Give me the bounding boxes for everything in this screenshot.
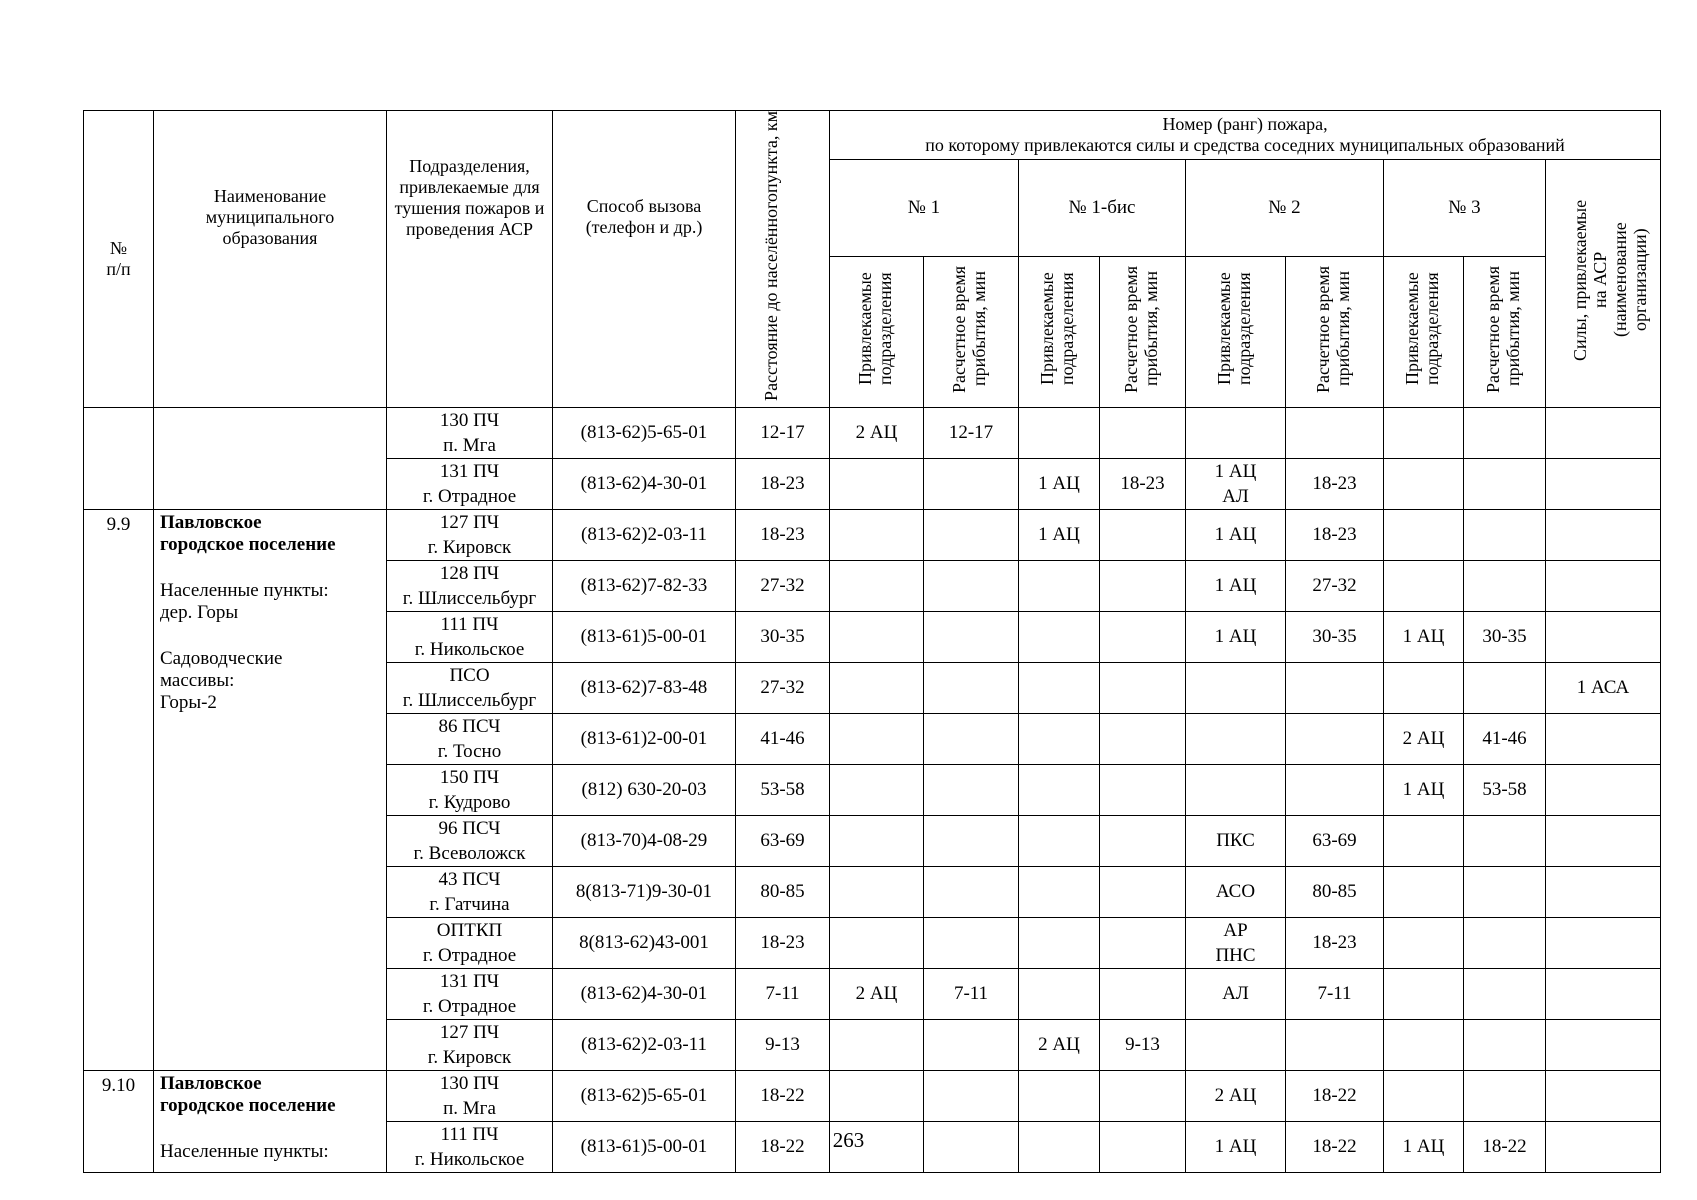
rank3-units-cell	[1384, 407, 1464, 458]
header-number: № п/п	[84, 111, 154, 408]
rank1bis-units-cell	[1019, 713, 1100, 764]
distance-cell: 7-11	[736, 968, 830, 1019]
rank1-time-cell	[924, 917, 1019, 968]
rank1bis-time-cell	[1100, 611, 1186, 662]
unit-line: 111 ПЧ	[440, 1123, 499, 1145]
settlement-line: Горы-2	[160, 691, 217, 713]
rank1bis-units-cell	[1019, 407, 1100, 458]
distance-cell: 18-23	[736, 458, 830, 509]
rank1-time-cell	[924, 713, 1019, 764]
asr-forces-cell: 1 АСА	[1546, 662, 1661, 713]
header-municipality: Наименование муниципального образования	[154, 111, 387, 408]
unit-cell	[387, 815, 553, 866]
rank2-time-cell: 18-23	[1286, 509, 1384, 560]
unit-line: г. Гатчина	[429, 893, 510, 915]
rank1bis-units-cell: 1 АЦ	[1019, 458, 1100, 509]
call-method-cell: (813-61)2-00-01	[553, 713, 736, 764]
rank3-units-cell	[1384, 560, 1464, 611]
asr-forces-cell	[1546, 560, 1661, 611]
rank2-units-cell	[1186, 611, 1286, 662]
unit-line: 43 ПСЧ	[438, 868, 501, 890]
call-method-cell: (813-61)5-00-01	[553, 1121, 736, 1172]
row-number: 9.9	[84, 509, 154, 1070]
rank2-time-cell: 18-22	[1286, 1070, 1384, 1121]
rank1bis-time-cell	[1100, 713, 1186, 764]
unit-line: г. Всеволожск	[413, 842, 526, 864]
header-r3-time: Расчетное время прибытия, мин	[1464, 256, 1546, 407]
rank1bis-units-cell	[1019, 866, 1100, 917]
unit-cell	[387, 917, 553, 968]
unit-line: г. Шлиссельбург	[402, 689, 537, 711]
unit-line: г. Отрадное	[422, 485, 517, 507]
rank3-units-cell: 1 АЦ	[1384, 764, 1464, 815]
rank1bis-units-cell: 1 АЦ	[1019, 509, 1100, 560]
rank2-time-cell: 7-11	[1286, 968, 1384, 1019]
unit-cell	[387, 713, 553, 764]
header-r3-units: Привлекаемые подразделения	[1384, 256, 1464, 407]
rank2-units-cell	[1186, 917, 1286, 968]
distance-cell: 18-22	[736, 1070, 830, 1121]
rank1-time-cell: 12-17	[924, 407, 1019, 458]
rank1bis-units-cell	[1019, 662, 1100, 713]
unit-line: г. Тосно	[437, 740, 502, 762]
rank1-units-cell	[830, 509, 924, 560]
spacer	[160, 624, 380, 648]
header-r1-units: Привлекаемые подразделения	[830, 256, 924, 407]
unit-line: 128 ПЧ	[439, 562, 500, 584]
rank3-time-cell	[1464, 917, 1546, 968]
distance-cell: 30-35	[736, 611, 830, 662]
rank1-units-cell: 2 АЦ	[830, 968, 924, 1019]
rank3-time-cell	[1464, 1070, 1546, 1121]
rank1bis-time-cell	[1100, 764, 1186, 815]
rank1-time-cell	[924, 662, 1019, 713]
rank1bis-units-cell: 2 АЦ	[1019, 1019, 1100, 1070]
unit-line: 130 ПЧ	[439, 1072, 500, 1094]
rank1bis-time-cell	[1100, 815, 1186, 866]
rank1-time-cell	[924, 1019, 1019, 1070]
rank2-unit-line: АСО	[1215, 881, 1256, 903]
rank2-time-cell: 30-35	[1286, 611, 1384, 662]
rank2-units-cell	[1186, 407, 1286, 458]
rank1bis-time-cell	[1100, 968, 1186, 1019]
rank2-time-cell: 80-85	[1286, 866, 1384, 917]
distance-cell: 27-32	[736, 662, 830, 713]
settlement-line: Населенные пункты:	[160, 579, 329, 601]
rank2-unit-line: 1 АЦ	[1214, 1136, 1257, 1158]
rank3-time-cell	[1464, 1019, 1546, 1070]
rank1-units-cell	[830, 662, 924, 713]
rank1-time-cell	[924, 560, 1019, 611]
asr-forces-cell	[1546, 866, 1661, 917]
call-method-cell: (813-61)5-00-01	[553, 611, 736, 662]
header-rank-1: № 1	[830, 160, 1019, 257]
rank3-time-cell	[1464, 509, 1546, 560]
rank2-time-cell: 18-22	[1286, 1121, 1384, 1172]
rank3-time-cell	[1464, 866, 1546, 917]
rank2-units-cell	[1186, 458, 1286, 509]
unit-line: п. Мга	[443, 1097, 496, 1119]
rank1-units-cell	[830, 458, 924, 509]
rank1-units-cell	[830, 815, 924, 866]
rank3-time-cell: 18-22	[1464, 1121, 1546, 1172]
header-units: Подразделения, привлекаемые для тушения пожаров и проведения АСР	[387, 111, 553, 408]
rank3-units-cell	[1384, 458, 1464, 509]
call-method-cell: (813-62)4-30-01	[553, 968, 736, 1019]
unit-line: г. Шлиссельбург	[402, 587, 537, 609]
rank3-units-cell	[1384, 968, 1464, 1019]
rank2-units-cell	[1186, 509, 1286, 560]
rank2-units-cell	[1186, 968, 1286, 1019]
rank2-unit-line: 1 АЦ	[1214, 575, 1257, 597]
unit-line: 111 ПЧ	[440, 613, 499, 635]
unit-line: 131 ПЧ	[439, 460, 500, 482]
distance-cell: 27-32	[736, 560, 830, 611]
rank2-time-cell: 18-23	[1286, 917, 1384, 968]
unit-cell	[387, 611, 553, 662]
rank2-time-cell	[1286, 713, 1384, 764]
unit-line: г. Кировск	[427, 1046, 512, 1068]
rank1-time-cell	[924, 458, 1019, 509]
fire-forces-table	[83, 110, 1661, 1173]
call-method-cell: (813-62)5-65-01	[553, 1070, 736, 1121]
page-number: 263	[832, 1128, 865, 1152]
rank2-units-cell	[1186, 1019, 1286, 1070]
unit-line: 96 ПСЧ	[438, 817, 501, 839]
rank3-units-cell	[1384, 662, 1464, 713]
distance-cell: 18-22	[736, 1121, 830, 1172]
rank2-unit-line: АР	[1223, 919, 1248, 941]
rank3-time-cell: 30-35	[1464, 611, 1546, 662]
rank1-time-cell	[924, 815, 1019, 866]
rank3-units-cell	[1384, 917, 1464, 968]
rank3-time-cell	[1464, 407, 1546, 458]
rank1-units-cell: 2 АЦ	[830, 407, 924, 458]
rank1bis-time-cell	[1100, 1070, 1186, 1121]
rank1bis-time-cell: 9-13	[1100, 1019, 1186, 1070]
rank2-units-cell	[1186, 866, 1286, 917]
asr-forces-cell	[1546, 1070, 1661, 1121]
header-r2-units: Привлекаемые подразделения	[1186, 256, 1286, 407]
table-row	[84, 1070, 1661, 1121]
unit-line: г. Никольское	[414, 1148, 525, 1170]
unit-line: ПСО	[449, 664, 490, 686]
unit-line: 150 ПЧ	[439, 766, 500, 788]
rank1-units-cell	[830, 764, 924, 815]
settlement-line: Садоводческие	[160, 647, 283, 669]
rank2-time-cell: 18-23	[1286, 458, 1384, 509]
distance-cell: 12-17	[736, 407, 830, 458]
call-method-cell: (813-62)2-03-11	[553, 509, 736, 560]
rank3-units-cell	[1384, 1019, 1464, 1070]
rank2-time-cell: 27-32	[1286, 560, 1384, 611]
rank1-time-cell	[924, 611, 1019, 662]
rank1-units-cell	[830, 1019, 924, 1070]
unit-cell	[387, 968, 553, 1019]
municipality-name	[154, 509, 387, 1070]
unit-line: г. Отрадное	[422, 995, 517, 1017]
unit-cell	[387, 509, 553, 560]
rank2-units-cell	[1186, 662, 1286, 713]
call-method-cell: 8(813-71)9-30-01	[553, 866, 736, 917]
document-sheet	[83, 110, 1661, 1173]
rank3-units-cell: 1 АЦ	[1384, 611, 1464, 662]
distance-cell: 63-69	[736, 815, 830, 866]
unit-line: ОПТКП	[436, 919, 503, 941]
settlement-line: массивы:	[160, 669, 235, 691]
rank1bis-time-cell	[1100, 509, 1186, 560]
rank3-units-cell	[1384, 815, 1464, 866]
unit-line: г. Никольское	[414, 638, 525, 660]
row-number: 9.10	[84, 1070, 154, 1172]
rank3-time-cell	[1464, 662, 1546, 713]
unit-cell	[387, 1070, 553, 1121]
spacer	[160, 556, 380, 580]
rank2-time-cell	[1286, 662, 1384, 713]
rank1-time-cell: 7-11	[924, 968, 1019, 1019]
rank3-units-cell: 1 АЦ	[1384, 1121, 1464, 1172]
call-method-cell: (813-62)5-65-01	[553, 407, 736, 458]
rank2-unit-line: 2 АЦ	[1214, 1085, 1257, 1107]
unit-line: 127 ПЧ	[439, 1021, 500, 1043]
asr-forces-cell	[1546, 917, 1661, 968]
unit-cell	[387, 662, 553, 713]
unit-line: г. Кудрово	[428, 791, 511, 813]
unit-cell	[387, 1019, 553, 1070]
distance-cell: 18-23	[736, 509, 830, 560]
unit-line: г. Кировск	[427, 536, 512, 558]
distance-cell: 80-85	[736, 866, 830, 917]
rank1-time-cell	[924, 866, 1019, 917]
unit-cell	[387, 764, 553, 815]
distance-cell: 53-58	[736, 764, 830, 815]
unit-line: п. Мга	[443, 434, 496, 456]
rank3-time-cell	[1464, 458, 1546, 509]
rank3-units-cell	[1384, 509, 1464, 560]
unit-line: 130 ПЧ	[439, 409, 500, 431]
header-distance: Расстояние до населённогопункта, км	[736, 111, 830, 408]
table-row	[84, 407, 1661, 458]
rank1bis-time-cell	[1100, 407, 1186, 458]
header-rank-3: № 3	[1384, 160, 1546, 257]
rank1bis-units-cell	[1019, 764, 1100, 815]
rank2-units-cell	[1186, 764, 1286, 815]
rank2-time-cell	[1286, 1019, 1384, 1070]
header-rank-1bis: № 1-бис	[1019, 160, 1186, 257]
table-row	[84, 509, 1661, 560]
call-method-cell: (813-70)4-08-29	[553, 815, 736, 866]
asr-forces-cell	[1546, 611, 1661, 662]
rank2-time-cell: 63-69	[1286, 815, 1384, 866]
rank2-unit-line: АЛ	[1222, 485, 1249, 507]
row-number	[84, 407, 154, 509]
rank3-time-cell	[1464, 815, 1546, 866]
distance-cell: 18-23	[736, 917, 830, 968]
asr-forces-cell	[1546, 764, 1661, 815]
rank1bis-time-cell	[1100, 560, 1186, 611]
rank2-unit-line: ПКС	[1216, 830, 1255, 852]
rank1-time-cell	[924, 1070, 1019, 1121]
rank1-time-cell	[924, 509, 1019, 560]
municipality-title: городское поселение	[160, 533, 336, 555]
rank2-units-cell	[1186, 713, 1286, 764]
call-method-cell: 8(813-62)43-001	[553, 917, 736, 968]
municipality-name	[154, 1070, 387, 1172]
asr-forces-cell	[1546, 509, 1661, 560]
distance-cell: 41-46	[736, 713, 830, 764]
call-method-cell: (813-62)2-03-11	[553, 1019, 736, 1070]
municipality-name	[154, 407, 387, 509]
rank2-time-cell	[1286, 407, 1384, 458]
header-fire-rank-group: Номер (ранг) пожара, по которому привлекаются силы и средства соседних муниципальных образований	[830, 111, 1661, 160]
rank1bis-units-cell	[1019, 917, 1100, 968]
rank3-time-cell	[1464, 968, 1546, 1019]
call-method-cell: (813-62)4-30-01	[553, 458, 736, 509]
rank2-unit-line: 1 АЦ	[1214, 626, 1257, 648]
rank3-time-cell: 53-58	[1464, 764, 1546, 815]
rank3-units-cell: 2 АЦ	[1384, 713, 1464, 764]
header-rank-2: № 2	[1186, 160, 1384, 257]
header-r2-time: Расчетное время прибытия, мин	[1286, 256, 1384, 407]
rank1bis-time-cell	[1100, 917, 1186, 968]
unit-line: 86 ПСЧ	[438, 715, 501, 737]
rank1-units-cell	[830, 866, 924, 917]
rank2-unit-line: ПНС	[1215, 944, 1256, 966]
asr-forces-cell	[1546, 713, 1661, 764]
rank1bis-units-cell	[1019, 1070, 1100, 1121]
rank1bis-time-cell	[1100, 662, 1186, 713]
rank1bis-units-cell	[1019, 968, 1100, 1019]
rank2-units-cell	[1186, 560, 1286, 611]
rank1bis-time-cell	[1100, 866, 1186, 917]
municipality-title: Павловское	[160, 1072, 262, 1094]
rank1-units-cell	[830, 560, 924, 611]
rank3-time-cell	[1464, 560, 1546, 611]
rank1-units-cell	[830, 713, 924, 764]
header-r1bis-time: Расчетное время прибытия, мин	[1100, 256, 1186, 407]
rank1bis-units-cell	[1019, 611, 1100, 662]
call-method-cell: (813-62)7-83-48	[553, 662, 736, 713]
rank2-unit-line: 1 АЦ	[1214, 524, 1257, 546]
rank1-units-cell	[830, 1070, 924, 1121]
rank3-time-cell: 41-46	[1464, 713, 1546, 764]
header-asr-forces: Силы, привлекаемые на АСР (наименование организации)	[1546, 160, 1661, 408]
unit-line: г. Отрадное	[422, 944, 517, 966]
municipality-title: Павловское	[160, 511, 262, 533]
rank1-time-cell	[924, 764, 1019, 815]
rank2-units-cell	[1186, 815, 1286, 866]
rank1bis-units-cell	[1019, 815, 1100, 866]
distance-cell: 9-13	[736, 1019, 830, 1070]
asr-forces-cell	[1546, 815, 1661, 866]
asr-forces-cell	[1546, 1019, 1661, 1070]
asr-forces-cell	[1546, 407, 1661, 458]
rank1-units-cell	[830, 611, 924, 662]
call-method-cell: (813-62)7-82-33	[553, 560, 736, 611]
unit-cell	[387, 407, 553, 458]
asr-forces-cell	[1546, 458, 1661, 509]
asr-forces-cell	[1546, 968, 1661, 1019]
settlement-line: дер. Горы	[160, 601, 239, 623]
settlement-line: Населенные пункты:	[160, 1140, 329, 1162]
call-method-cell: (812) 630-20-03	[553, 764, 736, 815]
rank1bis-units-cell	[1019, 560, 1100, 611]
header-r1-time: Расчетное время прибытия, мин	[924, 256, 1019, 407]
rank3-units-cell	[1384, 866, 1464, 917]
municipality-title: городское поселение	[160, 1094, 336, 1116]
unit-cell	[387, 458, 553, 509]
rank2-unit-line: 1 АЦ	[1214, 460, 1257, 482]
rank2-units-cell	[1186, 1070, 1286, 1121]
rank2-time-cell	[1286, 764, 1384, 815]
rank1bis-time-cell: 18-23	[1100, 458, 1186, 509]
unit-cell	[387, 560, 553, 611]
header-call-method: Способ вызова (телефон и др.)	[553, 111, 736, 408]
rank3-units-cell	[1384, 1070, 1464, 1121]
rank1-units-cell	[830, 917, 924, 968]
unit-line: 127 ПЧ	[439, 511, 500, 533]
header-r1bis-units: Привлекаемые подразделения	[1019, 256, 1100, 407]
unit-cell	[387, 866, 553, 917]
rank2-unit-line: АЛ	[1222, 983, 1249, 1005]
unit-line: 131 ПЧ	[439, 970, 500, 992]
